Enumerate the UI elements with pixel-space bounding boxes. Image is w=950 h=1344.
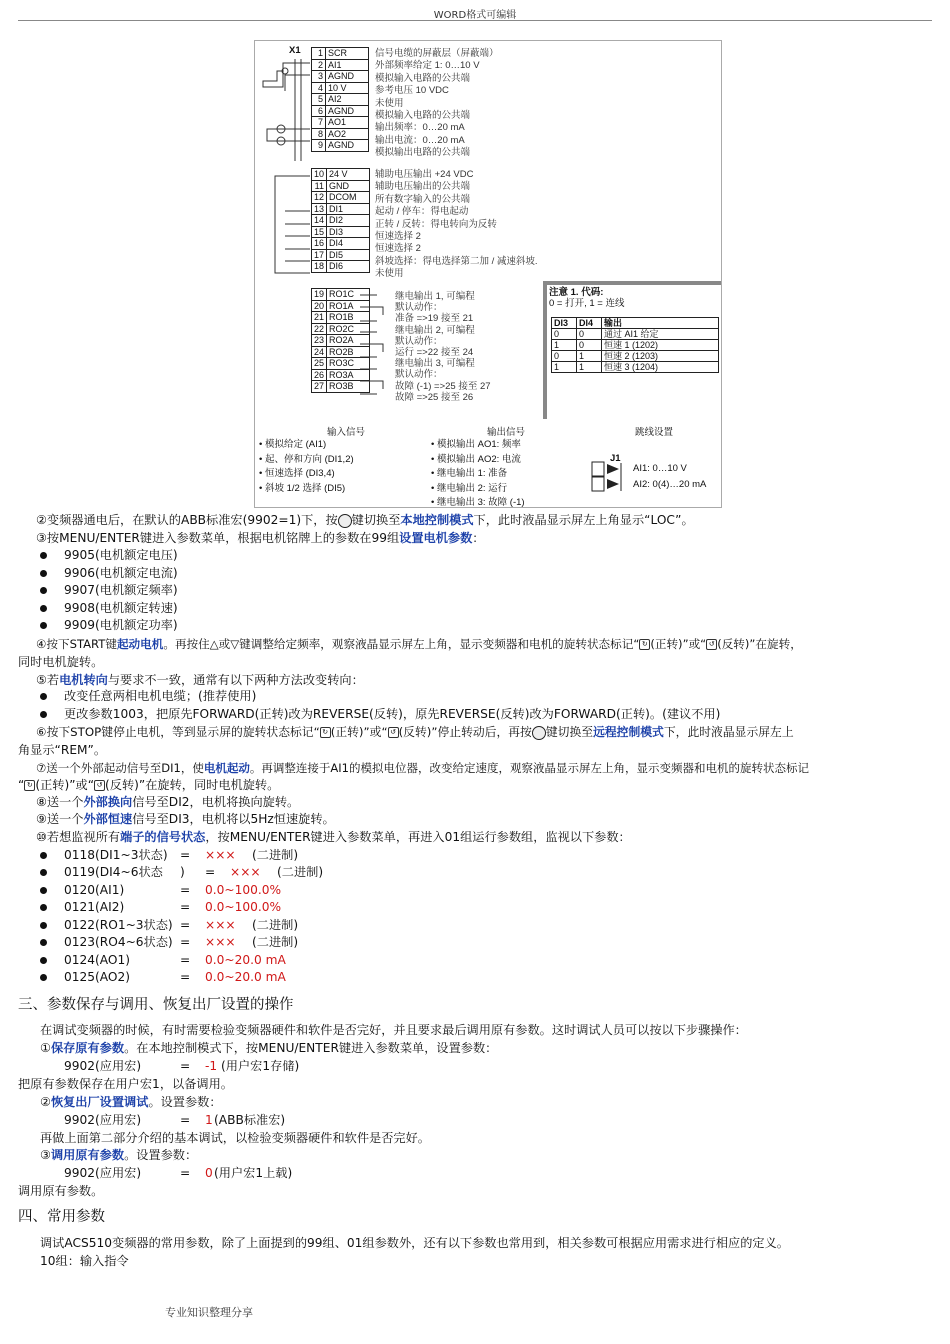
para-7-cont: “ ↻ (正转)”或“ ↺ (反转)”在旋转，同时电机旋转。 [18,778,280,792]
signal-item: • 继电输出 1: 准备 [431,468,508,479]
bullet [40,552,47,559]
terminal-number: 23 [312,335,327,347]
signal-item: • 模拟给定 (AI1) [259,439,327,450]
wiring-diagram [254,40,722,508]
terminal-label: RO1C [327,289,370,301]
param-0123: 0123(RO4~6状态) [64,935,173,949]
section-3-heading: 三、参数保存与调用、恢复出厂设置的操作 [18,997,294,1013]
terminal-label: RO1A [327,300,370,312]
para-6-cont: 角显示“REM”。 [18,743,107,757]
step-load-param: 9902(应用宏) [64,1166,142,1180]
terminal-number: 18 [312,261,327,273]
param-0119-paren: ) [180,865,185,879]
terminal-description: 信号电缆的屏蔽层（屏蔽端） [375,48,499,59]
motor-param-9905: 9905(电机额定电压) [64,548,178,562]
terminal-number: 6 [312,105,326,117]
param-0122-value: ××× [205,918,236,932]
j1-ai2: AI2: 0(4)…20 mA [633,479,707,490]
note-title: 注意 1. 代码: [549,287,604,298]
para-8: ⑧送一个外部换向信号至DI2，电机将换向旋转。 [36,795,300,809]
reverse-rotation-icon: ↺ [388,727,399,738]
di-table-cell: 0 [552,329,577,340]
bullet [40,887,47,894]
terminal-label: 24 V [327,169,370,181]
di-table-cell: 1 [577,362,602,373]
signal-item: • 斜坡 1/2 选择 (DI5) [259,482,346,494]
motor-param-9906: 9906(电机额定电流) [64,566,178,580]
param-0118-unit: (二进制) [252,848,299,862]
terminal-number: 13 [312,203,327,215]
terminal-label: 10 V [326,82,369,94]
reverse-rotation-icon: ↺ [706,639,717,650]
param-0124-eq: = [180,953,191,967]
para-2: ②变频器通电后，在默认的ABB标准宏(9902=1)下，按 键切换至本地控制模式下，此时液晶显示屏左上角显示“LOC”。 [36,513,694,527]
signal-item: • 恒速选择 (DI3,4) [259,468,335,479]
terminal-description: 未使用 [375,97,404,109]
bullet [40,570,47,577]
signal-item: • 继电输出 2: 运行 [431,482,508,494]
terminal-description: 参考电压 10 VDC [375,85,449,97]
para-6: ⑥按下STOP键停止电机，等到显示屏的旋转状态标记“ ↻ (正转)”或“ ↺ (反转)”停止转动后，再按 键切换至远程控制模式下，此时液晶显示屏左上 [36,725,794,739]
step-restore-desc: 再做上面第二部分介绍的基本调试，以检验变频器硬件和软件是否完好。 [40,1131,430,1145]
di-table-row [552,362,719,373]
terminal-label: AO1 [326,117,369,129]
forward-rotation-icon: ↻ [320,727,331,738]
signal-item: • 模拟输出 AO2: 电流 [431,453,521,465]
terminal-description: 模拟输出电路的公共端 [375,147,471,159]
di-table-cell: 恒速 1 (1202) [602,340,719,351]
motor-param-9909: 9909(电机额定功率) [64,618,178,632]
terminal-description: 起动 / 停车：得电起动 [375,206,469,218]
terminal-number: 2 [312,59,326,71]
terminal-description: 辅助电压输出的公共端 [375,181,471,193]
step-load-desc: 调用原有参数。 [18,1184,104,1198]
bullet [40,605,47,612]
header-rule [18,20,932,21]
terminal-description: 恒速选择 2 [375,243,421,255]
terminal-label: AGND [326,140,369,152]
di-table-cell: DI3 [552,318,577,329]
terminal-number: 7 [312,117,326,129]
bullet [40,711,47,718]
param-0123-eq: = [180,935,191,949]
terminal-label: AO2 [326,128,369,140]
para-3: ③按MENU/ENTER键进入参数菜单，根据电机铭牌上的参数在99组设置电机参数： [36,531,485,545]
section-3-intro: 在调试变频器的时候，有时需要检验变频器硬件和软件是否完好，并且要求最后调用原有参数。这时调试人员可以按以下步骤操作： [40,1023,747,1037]
terminal-description: 所有数字输入的公共端 [375,193,471,205]
terminal-label: RO2C [327,323,370,335]
terminal-label: DCOM [327,192,370,204]
bullet [40,869,47,876]
para-9: ⑨送一个外部恒速信号至DI3，电机将以5Hz恒速旋转。 [36,812,335,826]
di-table-cell: 0 [552,351,577,362]
param-0120-value: 0.0~100.0% [205,883,282,897]
di-table-cell: 1 [577,351,602,362]
terminal-number: 4 [312,82,326,94]
terminal-label: DI4 [327,238,370,250]
terminal-number: 8 [312,128,326,140]
para-7: ⑦送一个外部起动信号至DI1，使电机起动。再调整连接于AI1的模拟电位器，改变给定速度，观察液晶显示屏左上角，显示变频器和电机的旋转状态标记 [36,761,809,775]
di-table-row [552,329,719,340]
terminal-description: 输出频率：0…20 mA [375,122,465,134]
loc-rem-key-icon [532,726,546,740]
terminal-label: DI6 [327,261,370,273]
terminal-label: RO3C [327,358,370,370]
param-0120-eq: = [180,883,191,897]
param-0121-eq: = [180,900,191,914]
step-restore-eq: = [180,1113,191,1127]
group-10-label: 10组：输入指令 [40,1254,129,1268]
di-table-cell: 1 [552,362,577,373]
bullet [40,693,47,700]
terminal-label: AGND [326,105,369,117]
terminal-description: 默认动作： [395,335,443,347]
param-0121: 0121(AI2) [64,900,125,914]
step-save-note: (用户宏1存储) [221,1059,300,1073]
di-table-row [552,351,719,362]
para-10: ⑩若想监视所有端子的信号状态，按MENU/ENTER键进入参数菜单，再进入01组运行参数组，监视以下参数： [36,830,631,844]
terminal-description: 准备 =>19 接至 21 [395,313,474,325]
terminal-number: 20 [312,300,327,312]
bullet [40,922,47,929]
param-0118: 0118(DI1~3状态) [64,848,168,862]
param-0119-unit: (二进制) [277,865,324,879]
param-0122-unit: (二进制) [252,918,299,932]
step-save-value: -1 [205,1059,218,1073]
terminal-number: 3 [312,71,326,83]
terminal-number: 12 [312,192,327,204]
terminal-description: 运行 =>22 接至 24 [395,347,474,358]
signal-item: • 起、停和方向 (DI1,2) [259,453,354,465]
di-table-row [552,318,719,329]
param-0124-value: 0.0~20.0 mA [205,953,286,967]
di-table-cell: 0 [577,340,602,351]
terminal-number: 21 [312,312,327,324]
terminal-description: 正转 / 反转：得电转向为反转 [375,218,497,230]
param-0122-eq: = [180,918,191,932]
param-0118-eq: = [180,848,191,862]
para-4-cont: 同时电机旋转。 [18,655,104,669]
page-header: WORD格式可编辑 [433,10,517,21]
terminal-label: SCR [326,48,369,60]
terminal-number: 10 [312,169,327,181]
output-signals-title: 输出信号 [487,427,526,438]
param-0120: 0120(AI1) [64,883,125,897]
param-0122: 0122(RO1~3状态) [64,918,173,932]
terminal-label: RO3B [327,381,370,393]
terminal-description: 故障 (-1) =>25 接至 27 [395,380,491,392]
step-load: ③调用原有参数。设置参数： [40,1148,198,1162]
terminal-number: 17 [312,249,327,261]
page-footer: 专业知识整理分享 [165,1306,253,1319]
step-save-eq: = [180,1059,191,1073]
jumper-icon [591,461,631,493]
terminal-description: 斜坡选择：得电选择第二加 / 减速斜坡. [375,255,538,267]
step-load-eq: = [180,1166,191,1180]
terminal-description: 恒速选择 2 [375,231,421,242]
terminal-number: 16 [312,238,327,250]
signal-item: • 模拟输出 AO1: 频率 [431,439,521,450]
note-code: 0 = 打开, 1 = 连线 [549,298,625,309]
param-0123-value: ××× [205,935,236,949]
section-4-intro: 调试ACS510变频器的常用参数，除了上面提到的99组、01组参数外，还有以下参数也常用到，相关参数可根据应用需求进行相应的定义。 [40,1236,789,1250]
terminal-description: 模拟输入电路的公共端 [375,72,471,84]
step-restore-note: (ABB标准宏) [214,1113,286,1127]
signal-item: • 继电输出 3: 故障 (-1) [431,497,525,508]
terminal-number: 15 [312,226,327,238]
bullet [40,939,47,946]
para-4: ④按下START键起动电机。再按住△或▽键调整给定频率，观察液晶显示屏左上角，显示变频器和电机的旋转状态标记“ ↻ (正转)”或“ ↺ (反转)”在旋转， [36,637,802,651]
step-restore-param: 9902(应用宏) [64,1113,142,1127]
terminal-label: GND [327,180,370,192]
terminal-number: 5 [312,94,326,106]
dir-method-1: 改变任意两相电机电缆；(推荐使用) [64,689,257,703]
terminal-label: RO3A [327,369,370,381]
bullet [40,852,47,859]
step-load-value: 0 [205,1166,213,1180]
terminal-number: 25 [312,358,327,370]
terminal-number: 22 [312,323,327,335]
terminal-description: 继电输出 3, 可编程 [395,358,475,370]
di-table-cell: 恒速 2 (1203) [602,351,719,362]
terminal-description: 默认动作： [395,302,443,314]
forward-rotation-icon: ↻ [639,639,650,650]
step-save-param: 9902(应用宏) [64,1059,142,1073]
terminal-label: DI2 [327,215,370,227]
step-save: ①保存原有参数。在本地控制模式下，按MENU/ENTER键进入参数菜单，设置参数： [40,1041,498,1055]
terminal-description: 辅助电压输出 +24 VDC [375,169,474,180]
terminal-number: 24 [312,346,327,358]
terminal-label: AI1 [326,59,369,71]
terminal-description: 外部频率给定 1: 0…10 V [375,60,480,72]
bullet [40,957,47,964]
j1-ai1: AI1: 0…10 V [633,463,687,474]
step-save-desc: 把原有参数保存在用户宏1，以备调用。 [18,1077,233,1091]
reverse-rotation-icon: ↺ [94,780,105,791]
step-restore: ②恢复出厂设置调试。设置参数： [40,1095,222,1109]
terminal-description: 继电输出 1, 可编程 [395,291,475,302]
terminal-description: 模拟输入电路的公共端 [375,110,471,121]
j1-label: J1 [610,453,621,464]
bullet [40,904,47,911]
terminal-number: 27 [312,381,327,393]
param-0118-value: ××× [205,848,236,862]
terminal-label: AI2 [326,94,369,106]
input-signals-title: 输入信号 [327,427,366,438]
di-table-cell: DI4 [577,318,602,329]
motor-param-9908: 9908(电机额定转速) [64,601,178,615]
di-table-cell: 输出 [602,318,719,329]
terminal-label: DI1 [327,203,370,215]
forward-rotation-icon: ↻ [24,780,35,791]
di-table-cell: 0 [577,329,602,340]
di-table-cell: 1 [552,340,577,351]
param-0121-value: 0.0~100.0% [205,900,282,914]
terminal-label: DI5 [327,249,370,261]
param-0123-unit: (二进制) [252,935,299,949]
loc-rem-key-icon [338,514,352,528]
terminal-label: DI3 [327,226,370,238]
param-0119: 0119(DI4~6状态 [64,865,163,879]
di-table [551,317,719,373]
jumper-title: 跳线设置 [635,427,674,438]
bullet [40,622,47,629]
param-0124: 0124(AO1) [64,953,130,967]
terminal-description: 默认动作： [395,369,443,381]
terminal-number: 19 [312,289,327,301]
terminal-number: 11 [312,180,327,192]
terminal-number: 9 [312,140,326,152]
para-5: ⑤若电机转向与要求不一致，通常有以下两种方法改变转向： [36,673,364,687]
terminal-label: RO1B [327,312,370,324]
param-0119-value: ××× [230,865,261,879]
terminal-description: 未使用 [375,268,404,280]
terminal-description: 故障 =>25 接至 26 [395,391,474,403]
motor-param-9907: 9907(电机额定频率) [64,583,178,597]
di-table-row [552,340,719,351]
di-table-cell: 恒速 3 (1204) [602,362,719,373]
param-0125-value: 0.0~20.0 mA [205,970,286,984]
step-load-note: (用户宏1上载) [214,1166,293,1180]
bullet [40,587,47,594]
bullet [40,974,47,981]
param-0119-eq: = [205,865,216,879]
di-table-cell: 通过 AI1 给定 [602,329,719,340]
param-0125: 0125(AO2) [64,970,130,984]
terminal-number: 1 [312,48,326,60]
x1-label: X1 [289,45,301,56]
terminal-label: RO2A [327,335,370,347]
param-0125-eq: = [180,970,191,984]
terminal-description: 输出电流：0…20 mA [375,134,465,146]
terminal-description: 继电输出 2, 可编程 [395,324,475,336]
terminal-label: RO2B [327,346,370,358]
terminal-number: 14 [312,215,327,227]
step-restore-value: 1 [205,1113,213,1127]
terminal-number: 26 [312,369,327,381]
section-4-heading: 四、常用参数 [18,1209,105,1225]
terminal-label: AGND [326,71,369,83]
dir-method-2: 更改参数1003，把原先FORWARD(正转)改为REVERSE(反转)，原先REVERSE(反转)改为FORWARD(正转)。(建议不用) [64,707,721,721]
